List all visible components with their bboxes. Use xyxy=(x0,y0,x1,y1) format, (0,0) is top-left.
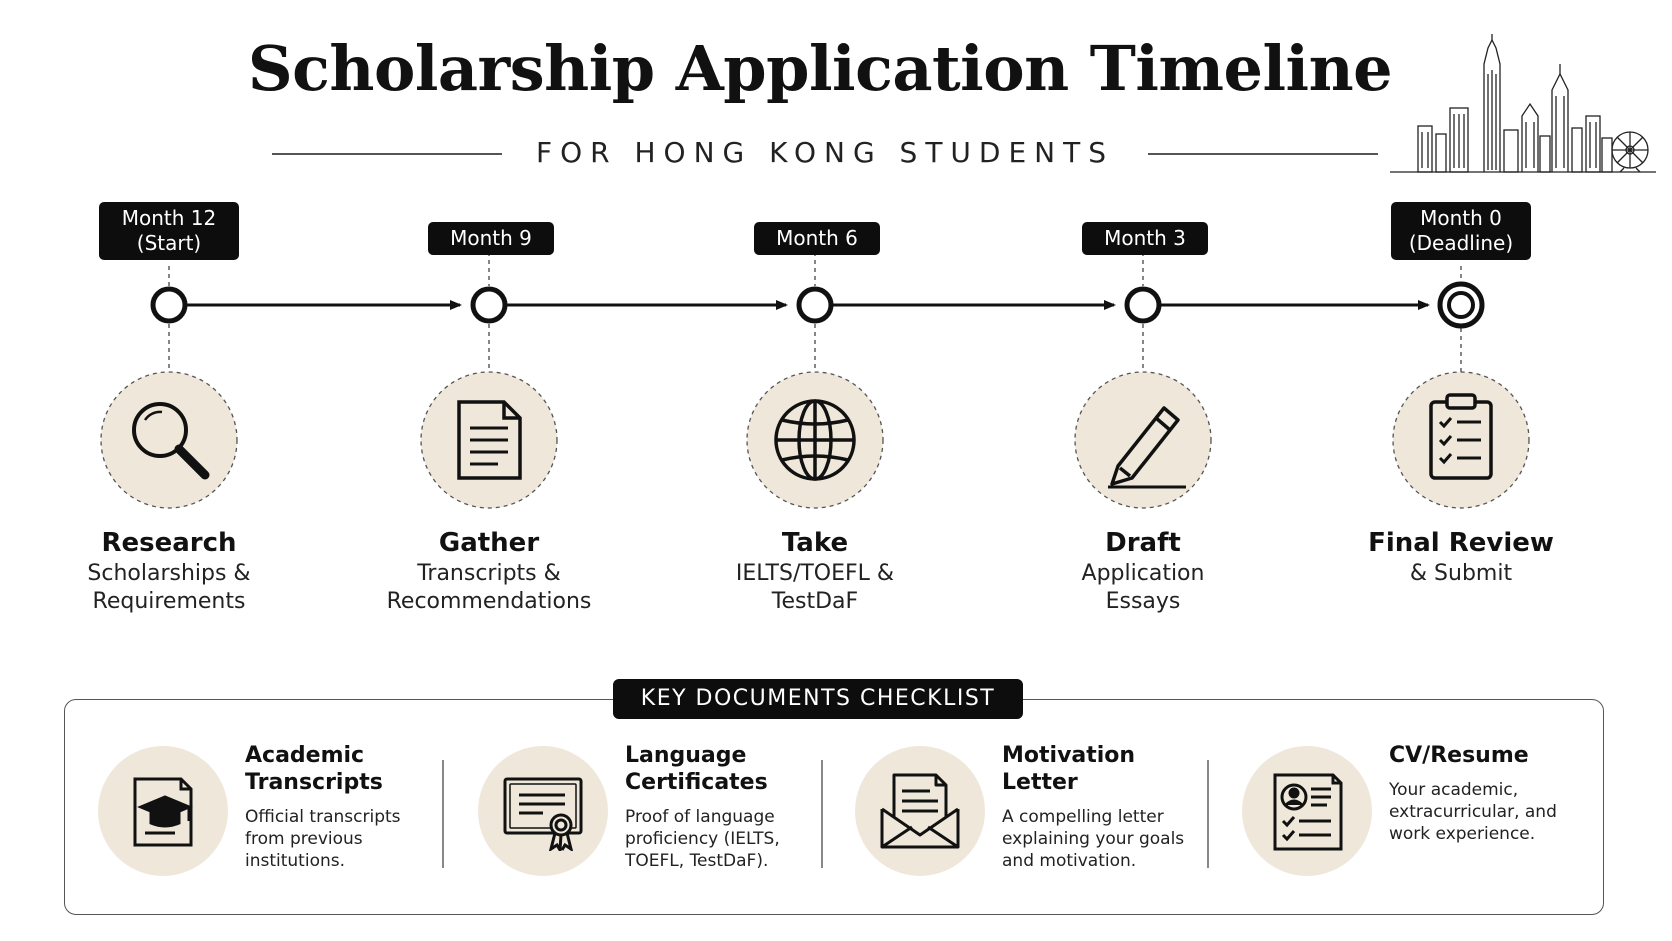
envelope-letter-icon xyxy=(880,771,960,851)
step-description: Application Essays xyxy=(1081,561,1205,614)
doc-text xyxy=(245,742,435,872)
doc-title: Motivation Letter xyxy=(1002,743,1136,795)
page-title: Scholarship Application Timeline xyxy=(247,32,1393,105)
doc-icon-circle xyxy=(478,746,608,876)
timeline-node-2 xyxy=(473,289,505,321)
doc-description: Your academic, extracurricular, and work experience. xyxy=(1389,780,1557,844)
doc-title: Academic Transcripts xyxy=(245,743,383,795)
page-subtitle: FOR HONG KONG STUDENTS xyxy=(536,136,1114,169)
doc-text xyxy=(1002,742,1192,872)
timeline-tag-month-3: Month 3 xyxy=(1082,222,1208,255)
checklist-divider xyxy=(1207,760,1209,868)
subtitle-row xyxy=(272,136,1378,172)
checklist-divider xyxy=(821,760,823,868)
timeline-tag-month-12: Month 12 (Start) xyxy=(99,202,239,260)
doc-icon-circle xyxy=(1242,746,1372,876)
timeline-node-3 xyxy=(799,289,831,321)
doc-icon-circle xyxy=(98,746,228,876)
step-take xyxy=(685,526,945,616)
step-description: & Submit xyxy=(1409,561,1513,586)
timeline-node-4 xyxy=(1127,289,1159,321)
step-title: Gather xyxy=(438,528,540,558)
timeline-node-1 xyxy=(153,289,185,321)
hong-kong-skyline-icon xyxy=(1388,34,1658,176)
doc-title: CV/Resume xyxy=(1389,743,1529,768)
step-description: Transcripts & Recommendations xyxy=(386,561,592,614)
step-description: Scholarships & Requirements xyxy=(87,561,251,614)
checklist-header: KEY DOCUMENTS CHECKLIST xyxy=(613,679,1023,719)
transcript-graduation-cap-icon xyxy=(123,771,203,851)
timeline-tag-month-0: Month 0 (Deadline) xyxy=(1391,202,1531,260)
timeline-tag-month-6: Month 6 xyxy=(754,222,880,255)
globe-icon xyxy=(776,401,854,479)
subtitle-rule-right xyxy=(1148,153,1378,155)
certificate-icon xyxy=(503,771,583,851)
checklist-divider xyxy=(442,760,444,868)
step-description: IELTS/TOEFL & TestDaF xyxy=(735,561,895,614)
timeline-tag-month-9: Month 9 xyxy=(428,222,554,255)
doc-text xyxy=(625,742,815,872)
step-title: Final Review xyxy=(1368,528,1554,558)
step-gather xyxy=(359,526,619,616)
step-research xyxy=(39,526,299,616)
doc-description: Proof of language proficiency (IELTS, TOEFL, TestDaF). xyxy=(625,807,780,871)
step-final-review xyxy=(1331,526,1591,588)
doc-description: A compelling letter explaining your goals and motivation. xyxy=(1002,807,1185,871)
step-draft xyxy=(1013,526,1273,616)
step-title: Research xyxy=(101,528,237,558)
doc-text xyxy=(1389,742,1579,845)
doc-title: Language Certificates xyxy=(625,743,768,795)
step-title: Draft xyxy=(1105,528,1181,558)
doc-icon-circle xyxy=(855,746,985,876)
doc-description: Official transcripts from previous institutions. xyxy=(245,807,401,871)
resume-icon xyxy=(1267,771,1347,851)
step-title: Take xyxy=(781,528,849,558)
